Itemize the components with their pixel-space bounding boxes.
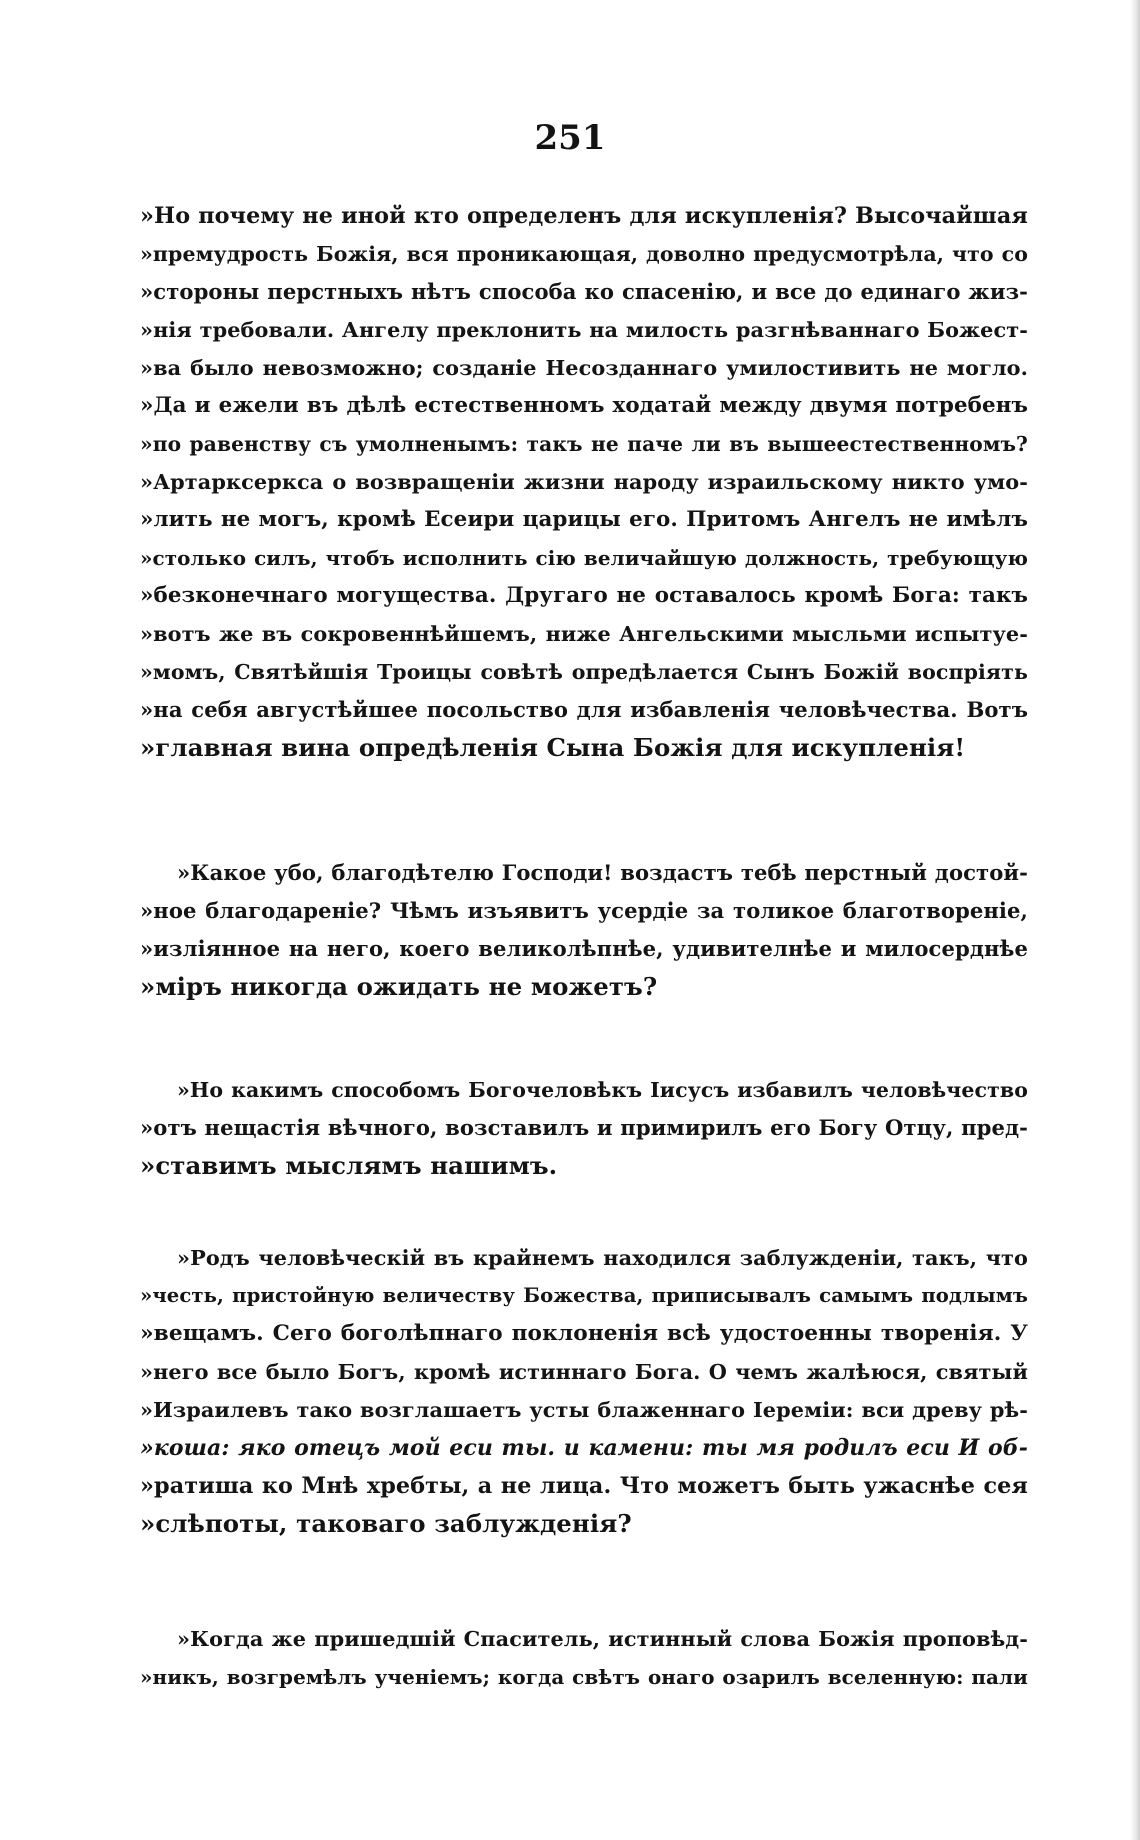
page-edge-shadow xyxy=(1130,0,1140,1840)
text-line: »Но почему не иной кто определенъ для искупленія? Высочайшая xyxy=(140,203,1028,229)
text-line: »Какое убо, благодѣтелю Господи! воздастъ тебѣ перстный достой- xyxy=(177,860,1028,885)
text-line: »безконечнаго могущества. Другаго не оставалось кромѣ Бога: такъ xyxy=(140,583,1028,608)
text-line: »никъ, возгремѣлъ ученіемъ; когда свѣтъ онаго озарилъ вселенную: пали xyxy=(140,1665,1028,1689)
text-line: »вотъ же въ сокровеннѣйшемъ, ниже Ангельскими мысльми испытуе- xyxy=(140,621,1028,646)
text-line: »Да и ежели въ дѣлѣ естественномъ ходатай между двумя потребенъ xyxy=(140,393,1028,418)
page-number: 251 xyxy=(534,118,606,158)
text-line: »на себя августѣйшее посольство для избавленія человѣчества. Вотъ xyxy=(140,697,1028,722)
text-line: »честь, пристойную величеству Божества, приписывалъ самымъ подлымъ xyxy=(140,1284,1028,1307)
text-line: »отъ нещастія вѣчного, возставилъ и примирилъ его Богу Отцу, пред- xyxy=(140,1115,1028,1140)
text-line: »міръ никогда ожидать не можетъ? xyxy=(140,972,658,1001)
text-line: »Израилевъ тако возглашаетъ усты блаженнаго Іереміи: вси древу рѣ- xyxy=(140,1397,1028,1422)
text-line: »момъ, Святѣйшія Троицы совѣтѣ опредѣлается Сынъ Божій воспріять xyxy=(140,660,1028,684)
text-line: »Артарксеркса о возвращеніи жизни народу израильскому никто умо- xyxy=(140,469,1028,494)
text-line: »ставимъ мыслямъ нашимъ. xyxy=(140,1151,558,1180)
text-line: »него все было Богъ, кромѣ истиннаго Бога. О чемъ жалѣюся, святый xyxy=(140,1359,1028,1384)
text-line: »столько силъ, чтобъ исполнить сію величайшую должность, требующую xyxy=(140,546,1028,570)
text-line: »ное благодареніе? Чѣмъ изъявитъ усердіе за толикое благотвореніе, xyxy=(140,898,1028,923)
text-line: »стороны перстныхъ нѣтъ способа ко спасенію, и все до единаго жиз- xyxy=(140,279,1028,304)
text-line: »слѣпоты, таковаго заблужденія? xyxy=(140,1509,632,1538)
text-line: »ратиша ко Мнѣ хребты, а не лица. Что можетъ быть ужаснѣе сея xyxy=(140,1473,1028,1499)
text-line: »ва было невозможно; созданіе Несозданнаго умилостивить не могло. xyxy=(140,355,1028,380)
text-line: »лить не могъ, кромѣ Есеири царицы его. Притомъ Ангелъ не имѣлъ xyxy=(140,507,1028,532)
text-line: »Когда же пришедшій Спаситель, истинный слова Божія проповѣд- xyxy=(177,1626,1028,1651)
text-line: »вещамъ. Сего боголѣпнаго поклоненія всѣ удостоенны творенія. У xyxy=(140,1321,1028,1346)
text-line: »по равенству съ умолненымъ: такъ не паче ли въ вышеестественномъ? xyxy=(140,432,1028,456)
text-line: »премудрость Божія, вся проникающая, доволно предусмотрѣла, что со xyxy=(140,242,1028,266)
text-line: »нія требовали. Ангелу преклонить на милость разгнѣваннаго Божест- xyxy=(140,317,1028,342)
text-line: »коша: яко отецъ мой еси ты. и камени: ты мя родилъ еси И об- xyxy=(140,1435,1028,1461)
paragraph-1 xyxy=(140,197,1028,767)
text-line: »изліянное на него, коего великолѣпнѣе, удивителнѣе и милосерднѣе xyxy=(140,936,1028,961)
paragraph-5 xyxy=(140,1620,1028,1696)
paragraph-2 xyxy=(140,854,1028,1006)
text-line: »Родъ человѣческій въ крайнемъ находился заблужденіи, такъ, что xyxy=(177,1245,1028,1270)
paragraph-4 xyxy=(140,1239,1028,1543)
text-line: »Но какимъ способомъ Богочеловѣкъ Іисусъ избавилъ человѣчество xyxy=(177,1078,1028,1102)
text-line: »главная вина опредѣленія Сына Божія для искупленія! xyxy=(140,733,966,762)
paragraph-3 xyxy=(140,1071,1028,1185)
